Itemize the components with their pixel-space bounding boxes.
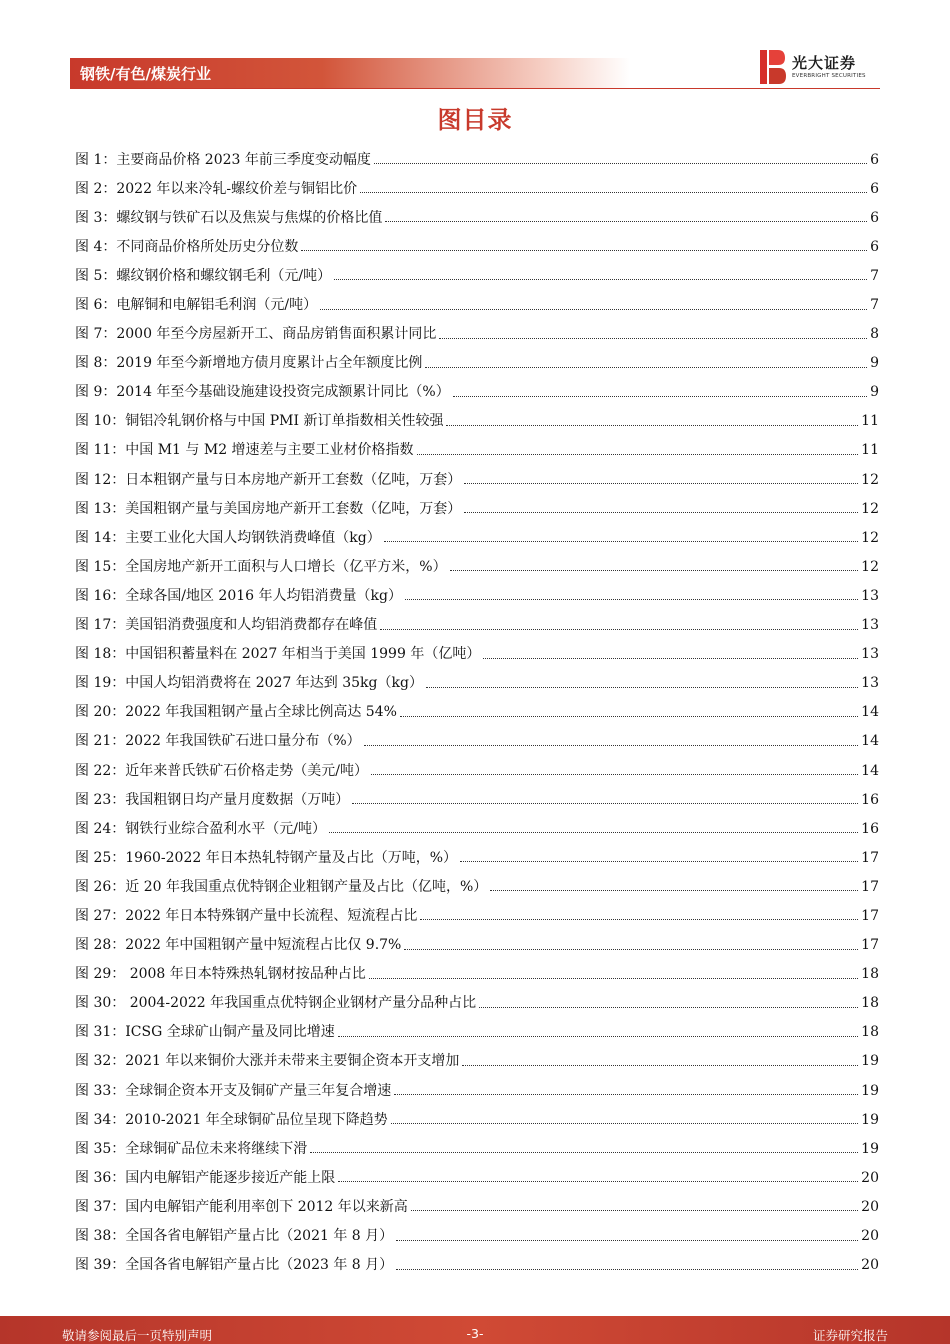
toc-dot-leader xyxy=(334,279,867,280)
toc-entry-label: 图 16：全球各国/地区 2016 年人均铝消费量（kg） xyxy=(75,587,402,604)
toc-entry-page: 13 xyxy=(861,646,879,663)
toc-entry[interactable] xyxy=(75,1251,879,1280)
toc-entry[interactable] xyxy=(75,785,879,814)
toc-entry-page: 19 xyxy=(861,1111,879,1128)
toc-dot-leader xyxy=(446,425,858,426)
toc-entry-label: 图 31：ICSG 全球矿山铜产量及同比增速 xyxy=(75,1024,335,1041)
header-section-bar xyxy=(70,58,630,88)
toc-entry-page: 9 xyxy=(870,355,879,372)
toc-entry-label: 图 11：中国 M1 与 M2 增速差与主要工业材价格指数 xyxy=(75,442,414,459)
toc-entry[interactable] xyxy=(75,290,879,319)
toc-dot-leader xyxy=(462,1065,858,1066)
toc-dot-leader xyxy=(405,599,858,600)
toc-entry[interactable] xyxy=(75,232,879,261)
toc-dot-leader xyxy=(385,221,867,222)
header-section-title: 钢铁/有色/煤炭行业 xyxy=(80,65,211,83)
toc-entry-page: 18 xyxy=(861,995,879,1012)
toc-entry-label: 图 4：不同商品价格所处历史分位数 xyxy=(75,238,299,255)
toc-entry-page: 20 xyxy=(861,1169,879,1186)
toc-entry[interactable] xyxy=(75,523,879,552)
toc-entry-label: 图 28：2022 年中国粗钢产量中短流程占比仅 9.7% xyxy=(75,937,402,954)
toc-dot-leader xyxy=(320,309,867,310)
toc-entry-page: 16 xyxy=(861,820,879,837)
brand-name-cn: 光大证券 xyxy=(792,54,857,72)
toc-entry-label: 图 26：近 20 年我国重点优特钢企业粗钢产量及占比（亿吨，%） xyxy=(75,878,488,895)
toc-dot-leader xyxy=(479,1007,858,1008)
toc-entry-label: 图 37：国内电解铝产能利用率创下 2012 年以来新高 xyxy=(75,1198,408,1215)
toc-entry-page: 20 xyxy=(861,1228,879,1245)
toc-entry-label: 图 27：2022 年日本特殊钢产量中长流程、短流程占比 xyxy=(75,907,418,924)
toc-dot-leader xyxy=(483,658,858,659)
toc-entry-page: 13 xyxy=(861,617,879,634)
toc-entry[interactable] xyxy=(75,872,879,901)
toc-entry-label: 图 1：主要商品价格 2023 年前三季度变动幅度 xyxy=(75,151,371,168)
toc-entry[interactable] xyxy=(75,1134,879,1163)
toc-entry[interactable] xyxy=(75,552,879,581)
everbright-logo-icon xyxy=(760,50,786,84)
toc-entry-page: 20 xyxy=(861,1257,879,1274)
toc-dot-leader xyxy=(439,338,867,339)
toc-entry[interactable] xyxy=(75,669,879,698)
toc-entry[interactable] xyxy=(75,1018,879,1047)
toc-entry-label: 图 29： 2008 年日本特殊热轧钢材按品种占比 xyxy=(75,966,366,983)
toc-entry-page: 18 xyxy=(861,1024,879,1041)
toc-entry[interactable] xyxy=(75,1047,879,1076)
toc-entry-label: 图 8：2019 年至今新增地方债月度累计占全年额度比例 xyxy=(75,355,423,372)
toc-entry[interactable] xyxy=(75,931,879,960)
toc-entry-label: 图 6：电解铜和电解铝毛利润（元/吨） xyxy=(75,297,318,314)
toc-entry[interactable] xyxy=(75,843,879,872)
toc-entry-label: 图 12：日本粗钢产量与日本房地产新开工套数（亿吨，万套） xyxy=(75,471,462,488)
toc-entry-page: 12 xyxy=(861,471,879,488)
toc-entry[interactable] xyxy=(75,203,879,232)
toc-entry-label: 图 19：中国人均铝消费将在 2027 年达到 35kg（kg） xyxy=(75,675,423,692)
brand-name-en: EVERBRIGHT SECURITIES xyxy=(792,73,866,79)
toc-entry[interactable] xyxy=(75,814,879,843)
toc-entry-page: 14 xyxy=(861,733,879,750)
page-title: 图目录 xyxy=(437,106,513,134)
toc-entry-page: 17 xyxy=(861,878,879,895)
toc-entry-label: 图 32：2021 年以来铜价大涨并未带来主要铜企资本开支增加 xyxy=(75,1053,460,1070)
toc-dot-leader xyxy=(453,396,867,397)
toc-dot-leader xyxy=(420,919,858,920)
toc-entry-page: 17 xyxy=(861,849,879,866)
toc-entry[interactable] xyxy=(75,901,879,930)
figure-table-of-contents xyxy=(75,145,879,1280)
brand-logo xyxy=(760,50,880,86)
toc-dot-leader xyxy=(396,1269,858,1270)
toc-dot-leader xyxy=(371,774,858,775)
toc-entry[interactable] xyxy=(75,727,879,756)
toc-entry-label: 图 36：国内电解铝产能逐步接近产能上限 xyxy=(75,1169,336,1186)
toc-entry[interactable] xyxy=(75,989,879,1018)
toc-entry-label: 图 14：主要工业化大国人均钢铁消费峰值（kg） xyxy=(75,529,381,546)
toc-entry[interactable] xyxy=(75,436,879,465)
toc-entry[interactable] xyxy=(75,1105,879,1134)
toc-entry-page: 16 xyxy=(861,791,879,808)
toc-entry-page: 7 xyxy=(870,267,879,284)
toc-entry[interactable] xyxy=(75,611,879,640)
toc-entry[interactable] xyxy=(75,960,879,989)
toc-dot-leader xyxy=(310,1152,858,1153)
toc-entry[interactable] xyxy=(75,407,879,436)
toc-entry-page: 12 xyxy=(861,558,879,575)
toc-entry-page: 6 xyxy=(870,209,879,226)
toc-entry[interactable] xyxy=(75,261,879,290)
toc-entry-label: 图 17：美国铝消费强度和人均铝消费都存在峰值 xyxy=(75,617,378,634)
toc-dot-leader xyxy=(394,1094,858,1095)
toc-entry-label: 图 30： 2004-2022 年我国重点优特钢企业钢材产量分品种占比 xyxy=(75,995,477,1012)
toc-entry-label: 图 24：钢铁行业综合盈利水平（元/吨） xyxy=(75,820,326,837)
toc-entry-page: 14 xyxy=(861,704,879,721)
toc-entry[interactable] xyxy=(75,756,879,785)
toc-entry[interactable] xyxy=(75,145,879,174)
toc-entry-label: 图 9：2014 年至今基础设施建设投资完成额累计同比（%） xyxy=(75,384,450,401)
toc-dot-leader xyxy=(490,890,858,891)
toc-entry-page: 11 xyxy=(861,413,879,430)
toc-entry-label: 图 15：全国房地产新开工面积与人口增长（亿平方米，%） xyxy=(75,558,447,575)
toc-dot-leader xyxy=(450,570,859,571)
toc-entry-label: 图 5：螺纹钢价格和螺纹钢毛利（元/吨） xyxy=(75,267,332,284)
footer-page-number: -3- xyxy=(466,1326,484,1341)
toc-dot-leader xyxy=(426,687,858,688)
toc-dot-leader xyxy=(411,1210,858,1211)
toc-entry-label: 图 2：2022 年以来冷轧-螺纹价差与铜铝比价 xyxy=(75,180,358,197)
header-divider xyxy=(70,88,880,89)
toc-entry-label: 图 39：全国各省电解铝产量占比（2023 年 8 月） xyxy=(75,1257,394,1274)
toc-entry[interactable] xyxy=(75,320,879,349)
toc-entry-label: 图 20：2022 年我国粗钢产量占全球比例高达 54% xyxy=(75,704,397,721)
toc-dot-leader xyxy=(352,803,858,804)
toc-entry-label: 图 13：美国粗钢产量与美国房地产新开工套数（亿吨，万套） xyxy=(75,500,462,517)
toc-entry[interactable] xyxy=(75,1192,879,1221)
toc-entry[interactable] xyxy=(75,349,879,378)
toc-dot-leader xyxy=(404,949,858,950)
toc-entry[interactable] xyxy=(75,465,879,494)
toc-entry[interactable] xyxy=(75,1163,879,1192)
toc-dot-leader xyxy=(464,512,858,513)
toc-dot-leader xyxy=(417,454,859,455)
toc-dot-leader xyxy=(338,1181,858,1182)
toc-entry-page: 6 xyxy=(870,180,879,197)
toc-entry-label: 图 18：中国铝积蓄量料在 2027 年相当于美国 1999 年（亿吨） xyxy=(75,646,481,663)
toc-entry-page: 19 xyxy=(861,1140,879,1157)
toc-entry-label: 图 38：全国各省电解铝产量占比（2021 年 8 月） xyxy=(75,1228,394,1245)
toc-entry[interactable] xyxy=(75,1221,879,1250)
toc-entry-page: 18 xyxy=(861,966,879,983)
toc-entry[interactable] xyxy=(75,1076,879,1105)
toc-entry-label: 图 7：2000 年至今房屋新开工、商品房销售面积累计同比 xyxy=(75,326,437,343)
toc-entry-page: 19 xyxy=(861,1082,879,1099)
toc-entry[interactable] xyxy=(75,640,879,669)
toc-entry-label: 图 10：铜铝冷轧钢价格与中国 PMI 新订单指数相关性较强 xyxy=(75,413,444,430)
toc-dot-leader xyxy=(369,978,858,979)
toc-entry-page: 12 xyxy=(861,529,879,546)
toc-dot-leader xyxy=(400,716,858,717)
toc-entry-page: 8 xyxy=(870,326,879,343)
toc-dot-leader xyxy=(374,163,867,164)
toc-entry-page: 6 xyxy=(870,151,879,168)
toc-entry-page: 12 xyxy=(861,500,879,517)
toc-entry[interactable] xyxy=(75,698,879,727)
toc-entry-page: 13 xyxy=(861,587,879,604)
toc-entry[interactable] xyxy=(75,494,879,523)
toc-dot-leader xyxy=(329,832,858,833)
toc-entry-page: 6 xyxy=(870,238,879,255)
toc-entry-page: 19 xyxy=(861,1053,879,1070)
footer-bar xyxy=(0,1316,950,1344)
toc-dot-leader xyxy=(460,861,858,862)
toc-entry-label: 图 23：我国粗钢日均产量月度数据（万吨） xyxy=(75,791,350,808)
toc-dot-leader xyxy=(396,1240,858,1241)
toc-entry-page: 13 xyxy=(861,675,879,692)
toc-dot-leader xyxy=(338,1036,858,1037)
toc-entry-label: 图 22：近年来普氏铁矿石价格走势（美元/吨） xyxy=(75,762,368,779)
toc-dot-leader xyxy=(425,367,867,368)
toc-dot-leader xyxy=(384,541,858,542)
toc-dot-leader xyxy=(301,250,867,251)
toc-entry-label: 图 33：全球铜企资本开支及铜矿产量三年复合增速 xyxy=(75,1082,392,1099)
toc-entry-page: 20 xyxy=(861,1198,879,1215)
toc-dot-leader xyxy=(380,629,858,630)
toc-entry[interactable] xyxy=(75,378,879,407)
toc-entry-label: 图 25：1960-2022 年日本热轧特钢产量及占比（万吨，%） xyxy=(75,849,458,866)
toc-entry-page: 9 xyxy=(870,384,879,401)
toc-dot-leader xyxy=(364,745,859,746)
footer-report-type: 证券研究报告 xyxy=(812,1328,888,1343)
toc-entry-page: 11 xyxy=(861,442,879,459)
toc-entry-label: 图 35：全球铜矿品位未来将继续下滑 xyxy=(75,1140,308,1157)
toc-dot-leader xyxy=(391,1123,858,1124)
toc-entry-page: 7 xyxy=(870,297,879,314)
toc-entry-label: 图 21：2022 年我国铁矿石进口量分布（%） xyxy=(75,733,361,750)
toc-entry[interactable] xyxy=(75,174,879,203)
toc-entry-page: 17 xyxy=(861,907,879,924)
toc-entry[interactable] xyxy=(75,581,879,610)
toc-entry-page: 17 xyxy=(861,937,879,954)
toc-entry-label: 图 34：2010-2021 年全球铜矿品位呈现下降趋势 xyxy=(75,1111,388,1128)
toc-entry-label: 图 3：螺纹钢与铁矿石以及焦炭与焦煤的价格比值 xyxy=(75,209,383,226)
toc-dot-leader xyxy=(464,483,858,484)
footer-disclaimer: 敬请参阅最后一页特别声明 xyxy=(62,1328,213,1343)
toc-entry-page: 14 xyxy=(861,762,879,779)
toc-dot-leader xyxy=(360,192,867,193)
